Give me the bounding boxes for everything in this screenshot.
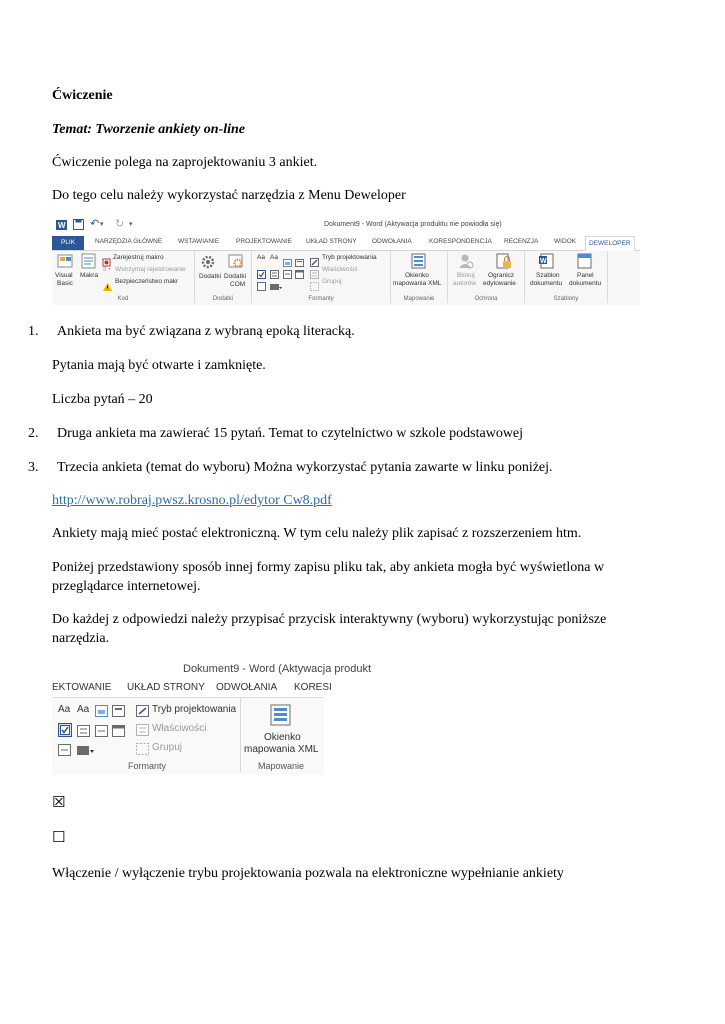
tab-layout[interactable]: UKŁAD STRONY: [306, 238, 357, 245]
macros-icon[interactable]: [81, 253, 97, 274]
addins-label[interactable]: Dodatki: [199, 273, 222, 280]
paragraph-electronic-form: Ankiety mają mieć postać elektroniczną. W tym celu należy plik zapisać z rozszerzeniem htm.: [52, 526, 582, 541]
ribbon-titlebar: [52, 216, 640, 236]
date-picker-control-icon-zoomed[interactable]: [112, 724, 125, 742]
record-macro-label[interactable]: Zarejestruj makro: [113, 254, 164, 261]
com-addins-label[interactable]: Dodatki: [224, 273, 247, 280]
tab-view[interactable]: WIDOK: [554, 238, 577, 245]
list-number-3: 3.: [28, 460, 39, 475]
visual-basic-label-2: Basic: [57, 280, 73, 287]
tab-references-zoomed[interactable]: ODWOŁANIA: [216, 682, 278, 693]
tab-design-zoomed[interactable]: EKTOWANIE: [52, 682, 112, 693]
list-item-1-detail-count: Liczba pytań – 20: [52, 392, 153, 407]
document-panel-icon[interactable]: [577, 253, 593, 274]
combo-box-control-icon-zoomed[interactable]: [77, 724, 90, 742]
paragraph-save-method: Poniżej przedstawiony sposób innej formy zapisu pliku tak, aby ankieta mogła być wyświetlona w przeglądarce internetowej.: [52, 560, 605, 594]
window-title-zoomed: Dokument9 - Word (Aktywacja produkt: [183, 663, 372, 675]
developer-ribbon-screenshot: [52, 216, 640, 305]
undo-dropdown-icon[interactable]: ▾: [100, 221, 104, 228]
paragraph-design-mode: Włączenie / wyłączenie trybu projektowania pozwala na elektroniczne wypełnianie ankiety: [52, 866, 564, 881]
visual-basic-icon[interactable]: [57, 253, 75, 274]
restrict-editing-label[interactable]: Ogranicz: [488, 272, 515, 279]
document-template-label-2[interactable]: dokumentu: [530, 280, 563, 287]
drop-down-control-icon-zoomed[interactable]: [95, 724, 108, 742]
tab-file[interactable]: PLIK: [52, 236, 84, 250]
word-app-icon: [56, 219, 68, 234]
addins-gear-icon[interactable]: [201, 255, 215, 274]
document-panel-label-2[interactable]: dokumentu: [569, 280, 602, 287]
restrict-editing-icon[interactable]: [496, 253, 512, 274]
pause-recording-icon: II ▪: [103, 266, 111, 273]
tab-layout-zoomed[interactable]: UKŁAD STRONY: [127, 682, 205, 693]
tab-mailings-zoomed[interactable]: KORESI: [294, 682, 332, 693]
rich-text-control-icon[interactable]: Aa: [257, 254, 265, 261]
tab-mailings[interactable]: KORESPONDENCJA: [429, 238, 492, 245]
checked-checkbox-sample[interactable]: ☒: [52, 793, 66, 811]
properties-label: Właściwości: [322, 266, 358, 273]
block-authors-icon: [458, 253, 474, 274]
tab-references[interactable]: ODWOŁANIA: [372, 238, 412, 245]
list-item-1: Ankieta ma być związana z wybraną epoką literacką.: [57, 324, 355, 339]
group-templates: [525, 251, 608, 303]
xml-mapping-pane-icon[interactable]: [411, 253, 427, 274]
group-icon-zoomed: [136, 742, 149, 760]
group-icon: [310, 278, 319, 296]
pause-recording-label: Wstrzymaj rejestrowanie: [115, 266, 186, 273]
design-mode-icon-zoomed[interactable]: [136, 704, 149, 722]
document-topic: Temat: Tworzenie ankiety on-line: [52, 122, 246, 137]
group-label-zoomed: Grupuj: [152, 742, 183, 753]
group-controls-label: Formanty: [308, 296, 334, 302]
repeating-section-control-icon[interactable]: [257, 278, 266, 296]
plain-text-control-icon-zoomed[interactable]: Aa: [77, 704, 90, 715]
block-authors-label: Blokuj: [457, 272, 475, 279]
ribbon-tabs-zoomed: [52, 682, 332, 696]
list-number-2: 2.: [28, 426, 39, 441]
picture-control-icon-zoomed[interactable]: [95, 704, 108, 722]
reference-link[interactable]: http://www.robraj.pwsz.krosno.pl/edytor Cw8.pdf: [52, 493, 332, 508]
paragraph-assign-controls: Do każdej z odpowiedzi należy przypisać przycisk interaktywny (wyboru) wykorzystując poniższe narzędzia.: [52, 612, 607, 646]
ribbon-tabs: [52, 236, 640, 251]
plain-text-control-icon[interactable]: Aa: [270, 254, 278, 261]
svg-text:W: W: [58, 221, 66, 230]
xml-mapping-pane-label[interactable]: Okienko: [405, 272, 429, 279]
svg-text:W: W: [540, 258, 547, 265]
group-addins-label: Dodatki: [212, 296, 234, 302]
list-item-1-detail-questions: Pytania mają być otwarte i zamknięte.: [52, 358, 266, 373]
tab-insert[interactable]: WSTAWIANIE: [178, 238, 220, 245]
list-item-3: Trzecia ankieta (temat do wyboru) Można wykorzystać pytania zawarte w linku poniżej.: [57, 460, 553, 475]
macros-label[interactable]: Makra: [80, 272, 99, 279]
repeating-section-control-icon-zoomed[interactable]: [58, 743, 71, 761]
group-addins: [195, 251, 252, 303]
restrict-editing-label-2[interactable]: edytowanie: [483, 280, 516, 287]
tab-developer[interactable]: DEWELOPER: [585, 236, 635, 251]
legacy-tools-icon[interactable]: [270, 278, 282, 296]
building-block-control-icon-zoomed[interactable]: [112, 704, 125, 722]
com-addins-label-2[interactable]: COM: [230, 281, 246, 288]
customize-toolbar-icon[interactable]: ▾: [129, 221, 133, 228]
group-code-label: Kod: [117, 296, 129, 302]
macro-security-label[interactable]: Bezpieczeństwo makr: [115, 278, 179, 285]
design-mode-label[interactable]: Tryb projektowania: [322, 254, 377, 261]
document-template-label[interactable]: Szablon: [536, 272, 560, 279]
ribbon-body-zoomed: [52, 697, 324, 775]
document-panel-label[interactable]: Panel: [577, 272, 594, 279]
xml-mapping-pane-label-2[interactable]: mapowania XML: [393, 280, 442, 287]
legacy-tools-icon-zoomed[interactable]: [77, 743, 95, 761]
save-icon[interactable]: [73, 219, 84, 233]
document-template-icon[interactable]: [539, 253, 555, 274]
group-label: Grupuj: [322, 278, 342, 285]
design-mode-label-zoomed[interactable]: Tryb projektowania: [152, 704, 237, 715]
checkbox-control-icon-zoomed[interactable]: [58, 723, 72, 742]
group-protect-label: Ochrona: [474, 296, 498, 302]
controls-ribbon-screenshot: [52, 660, 372, 774]
group-mapping: [391, 251, 448, 303]
drop-down-control-icon[interactable]: [283, 266, 292, 284]
redo-icon[interactable]: ↻: [115, 218, 125, 230]
document-heading: Ćwiczenie: [52, 88, 113, 103]
block-authors-label-2: autorów: [453, 280, 477, 287]
unchecked-checkbox-sample[interactable]: ☐: [52, 828, 66, 846]
warning-icon: [103, 278, 112, 296]
paragraph-tools: Do tego celu należy wykorzystać narzędzia z Menu Deweloper: [52, 188, 406, 203]
rich-text-control-icon-zoomed[interactable]: Aa: [58, 704, 71, 715]
tab-home[interactable]: NARZĘDZIA GŁÓWNE: [95, 238, 163, 245]
group-mapping-label-zoomed: Mapowanie: [258, 761, 305, 771]
xml-mapping-pane-label-zoomed[interactable]: Okienko: [264, 732, 301, 743]
paragraph-intro: Ćwiczenie polega na zaprojektowaniu 3 ankiet.: [52, 155, 318, 170]
xml-mapping-pane-label-zoomed-2[interactable]: mapowania XML: [244, 744, 319, 755]
xml-mapping-pane-icon-zoomed[interactable]: [270, 704, 292, 731]
list-item-2: Druga ankieta ma zawierać 15 pytań. Temat to czytelnictwo w szkole podstawowej: [57, 426, 524, 441]
window-title: Dokument9 - Word (Aktywacja produktu nie powiodła się): [324, 221, 502, 228]
undo-icon[interactable]: ↶: [90, 218, 100, 230]
properties-icon-zoomed: [136, 723, 149, 741]
tab-review[interactable]: RECENZJA: [504, 238, 539, 245]
group-controls-label-zoomed: Formanty: [128, 761, 167, 771]
date-picker-control-icon[interactable]: [295, 266, 304, 284]
tab-design[interactable]: PROJEKTOWANIE: [236, 238, 292, 245]
group-controls: [252, 251, 391, 303]
properties-label-zoomed: Właściwości: [152, 723, 207, 734]
group-templates-label: Szablony: [553, 296, 579, 302]
ribbon-body: [52, 251, 640, 305]
group-mapping-label: Mapowanie: [403, 296, 435, 302]
visual-basic-label: Visual: [55, 272, 73, 279]
group-code: [52, 251, 195, 303]
group-divider: [240, 698, 241, 772]
group-protect: [448, 251, 525, 303]
list-number-1: 1.: [28, 324, 39, 339]
com-addins-icon[interactable]: [228, 254, 244, 274]
